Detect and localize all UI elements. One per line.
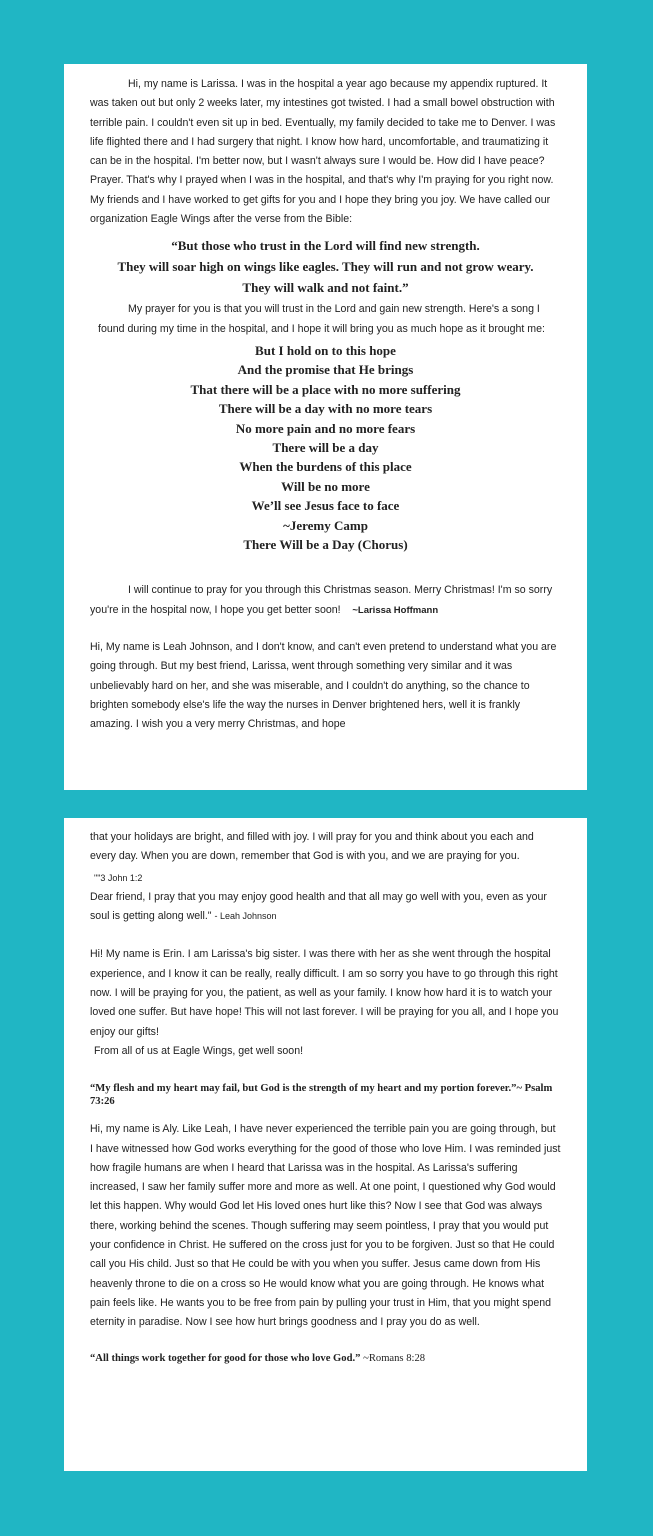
song-line: We’ll see Jesus face to face <box>251 498 400 514</box>
song-line: There will be a day with no more tears <box>218 401 433 417</box>
larissa-closing <box>90 581 561 620</box>
verse-line: “But those who trust in the Lord will find new strength. <box>171 238 480 254</box>
verse-line: They will walk and not faint.” <box>242 280 409 296</box>
romans-quote-text: “All things work together for good for those who love God.” <box>90 1352 361 1364</box>
leah-verse-quote <box>90 888 561 927</box>
romans-quote-ref: ~Romans 8:28 <box>363 1352 426 1364</box>
verse-line: They will soar high on wings like eagles. They will run and not grow weary. <box>117 259 534 275</box>
larissa-prayer: My prayer for you is that you will trust in the Lord and gain new strength. Here's a song I found during my time in the hospital, and I hope it will bring you as much hope as it brought me: <box>98 303 545 335</box>
song-line: There will be a day <box>272 440 379 455</box>
song-line: When the burdens of this place <box>239 459 412 475</box>
song-credit: ~Jeremy Camp <box>283 517 368 533</box>
romans-quote <box>90 1352 561 1365</box>
leah-signature: - Leah Johnson <box>214 911 277 922</box>
song-lyrics <box>90 341 561 554</box>
song-title: There Will be a Day (Chorus) <box>243 537 408 553</box>
larissa-closing-text: I will continue to pray for you through this Christmas season. Merry Christmas! I'm so sorry you're in the hospital now, I hope you get better soon! <box>90 584 553 616</box>
song-line: Will be no more <box>281 478 370 494</box>
leah-message-part2: that your holidays are bright, and filled with joy. I will pray for you and think about you each and every day. When you are down, remember that God is with you, and we are praying for you. <box>90 831 534 863</box>
leah-verse-ref: ""3 John 1:2 <box>94 872 143 883</box>
leah-message-part1: Hi, My name is Leah Johnson, and I don't know, and can't even pretend to understand what you are going through. But my best friend, Larissa, went through something very similar and it was unbelievably hard on her, and she was miserable, and I couldn't do anything, so the chance to brighten somebody else's life the way the nurses in Denver brightened hers, well it is frankly amazing. I wish you a very merry Christmas, and hope <box>90 641 557 731</box>
erin-message: Hi! My name is Erin. I am Larissa's big sister. I was there with her as she went through the hospital experience, and I know it can be really, really difficult. I am so sorry you have to go through this right now. I will be praying for you, the patient, as well as your family. I know how hard it is to watch your loved one suffer. But have hope! This will not last forever. I will be praying for you all, and I hope you enjoy our gifts! <box>90 948 559 1038</box>
letter-page-1 <box>64 64 587 790</box>
song-line: And the promise that He brings <box>237 362 414 378</box>
letter-page-2 <box>64 818 587 1471</box>
larissa-signature: ~Larissa Hoffmann <box>352 604 439 616</box>
leah-quote-text: Dear friend, I pray that you may enjoy good health and that all may go well with you, even as your soul is getting along well." <box>90 890 547 923</box>
aly-message: Hi, my name is Aly. Like Leah, I have never experienced the terrible pain you are going through, but I have witnessed how God works everything for the good of those who love Him. I was reminded just how fragile humans are when I heard that Larissa was in the hospital. As Larissa's suffering increased, I saw her family suffer more and more as well. At one point, I questioned why God would let this happen. Why would God let His loved ones hurt like this? Now I see that God was always there, working behind the scenes. Though suffering may seem pointless, I pray that you would put your confidence in Christ. He suffered on the cross just for you to be forgiven. Just so that He could call you His child. Just so that He could be with you when you suffer. Jesus came down from His heavenly throne to die on a cross so He would know what you are going through. He knows what pain feels like. He wants you to be free from pain by pulling your trust in Him, that you might spend eternity in paradise. Now I see how hurt brings goodness and I pray you do as well. <box>90 1123 561 1329</box>
erin-closing: From all of us at Eagle Wings, get well soon! <box>94 1044 304 1057</box>
song-line: No more pain and no more fears <box>235 420 416 436</box>
psalm-quote: “My flesh and my heart may fail, but God is the strength of my heart and my portion forever.”~ Psalm 73:26 <box>90 1083 553 1108</box>
bible-verse <box>90 235 561 298</box>
song-line: But I hold on to this hope <box>255 342 396 358</box>
song-line: That there will be a place with no more suffering <box>190 381 461 397</box>
larissa-intro: Hi, my name is Larissa. I was in the hospital a year ago because my appendix ruptured. It was taken out but only 2 weeks later, my intestines got twisted. I had a small bowel obstruction with terrible pain. I couldn't even sit up in bed. Eventually, my family decided to take me to Denver. I was life flighted there and I had surgery that night. I know how hard, uncomfortable, and traumatizing it can be in the hospital. I'm better now, but I wasn't always sure I would be. How did I have peace? Prayer. That's why I prayed when I was in the hospital, and that's why I'm praying for you right now. My friends and I have worked to get gifts for you and I hope they bring you joy. We have called our organization Eagle Wings after the verse from the Bible: <box>90 78 556 226</box>
